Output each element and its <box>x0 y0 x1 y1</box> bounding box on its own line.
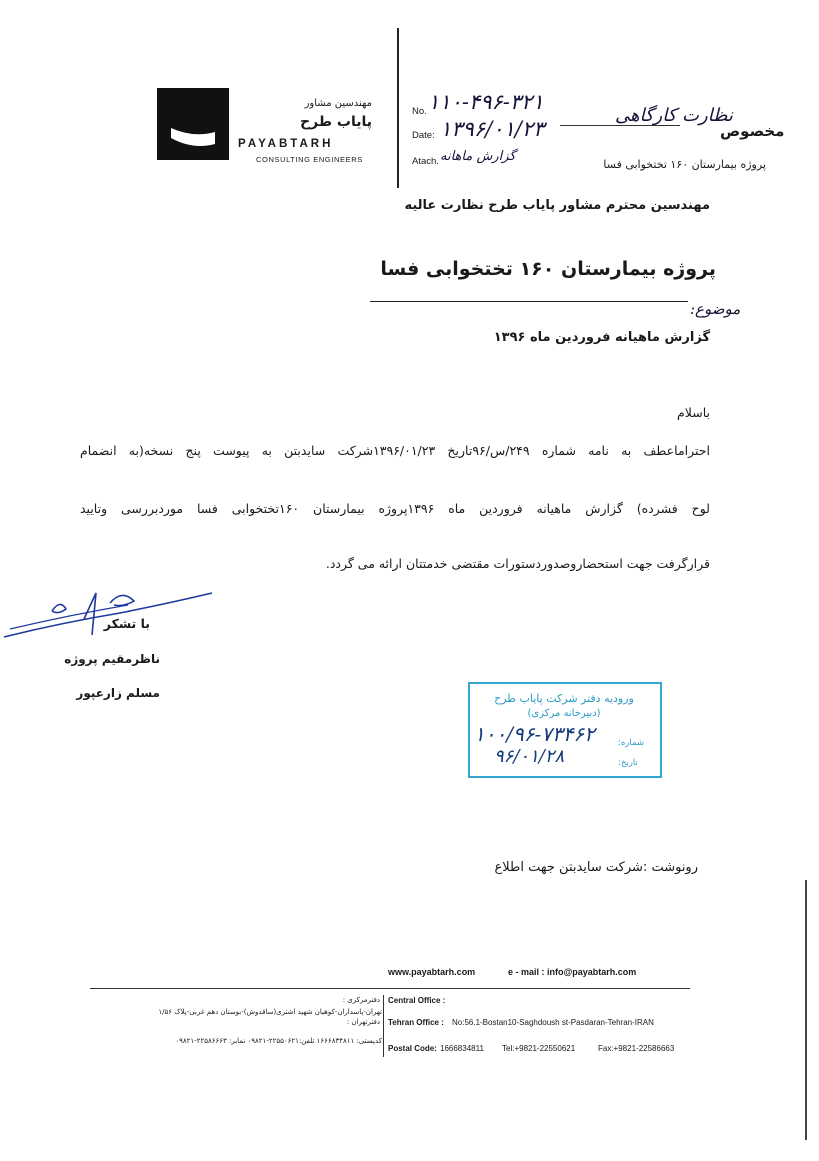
classification-handwritten: نظارت کارگاهی <box>615 105 733 126</box>
receipt-stamp <box>468 682 662 778</box>
footer-divider <box>90 988 690 989</box>
footer-fa-tehran-label: دفترتهران : <box>346 1018 380 1026</box>
report-title: گزارش ماهیانه فروردین ماه ۱۳۹۶ <box>493 330 710 345</box>
footer-fa-address: تهران-پاسداران-کوهیان شهید اشتری(ساقدوش)-بوستان دهم غربی-پلاک ۱/۵۶ <box>158 1008 382 1016</box>
subject-label: موضوع: <box>690 300 741 318</box>
page-edge-line <box>805 880 807 1140</box>
stamp-number-value: ۱۰۰/۹۶-۷۳۴۶۲ <box>474 722 595 746</box>
salutation: باسلام <box>677 405 710 420</box>
footer-fax: Fax:+9821-22586663 <box>598 1044 675 1053</box>
brand-fa-name: پایاب طرح <box>300 114 372 130</box>
footer-vertical-divider <box>383 995 384 1057</box>
ref-no-value: ۱۱۰-۴۹۶-۳۲۱ <box>428 90 544 114</box>
footer-postal-label: Postal Code: <box>388 1044 437 1053</box>
ref-attach-label: Atach. <box>412 156 439 167</box>
ref-attach-value: گزارش ماهانه <box>440 149 516 164</box>
footer-website[interactable]: www.payabtarh.com <box>388 967 476 977</box>
project-reference: پروژه بیمارستان ۱۶۰ تختخوابی فسا <box>603 158 766 171</box>
classification-prefix: مخصوص <box>720 122 785 140</box>
footer-tehran-office-label: Tehran Office : <box>388 1018 444 1027</box>
footer-central-office-label: Central Office : <box>388 996 446 1005</box>
stamp-subtitle: (دبیرخانه مرکزی) <box>527 708 601 719</box>
footer-fa-contact: کدپستی: ۱۶۶۶۸۳۴۸۱۱ تلفن:۲۲۵۵۰۶۲۱-۰۹۸۲۱ نمابر: ۲۲۵۸۶۶۶۳-۰۹۸۲۱ <box>175 1037 382 1045</box>
brand-en-subtitle: CONSULTING ENGINEERS <box>256 155 363 164</box>
footer-fa-central-label: دفترمرکزی : <box>342 996 380 1004</box>
ref-date-value: ۱۳۹۶/۰۱/۲۳ <box>440 117 545 141</box>
brand-en-name: PAYABTARH <box>238 138 334 150</box>
subject-underline <box>370 301 688 302</box>
addressee: مهندسین محترم مشاور پایاب طرح نظارت عالیه <box>404 198 710 213</box>
footer-postal-code: 1666834811 <box>440 1044 484 1053</box>
body-paragraph-line: احتراماعطف به نامه شماره ۲۴۹/س/۹۶تاریخ ۱۳۹۶/۰۱/۲۳شرکت سایدبتن به پیوست پنج نسخه(به انضمام <box>80 443 710 458</box>
stamp-date-value: ۹۶/۰۱/۲۸ <box>494 746 565 767</box>
footer-tehran-address: No:56.1-Bostan10-Saghdoush st-Pasdaran-Tehran-IRAN <box>452 1018 654 1027</box>
logo-mark-icon <box>157 88 229 160</box>
carbon-copy: رونوشت :شرکت سایدبتن جهت اطلاع <box>494 860 698 875</box>
signoff-role: ناظرمقیم پروژه <box>64 652 160 666</box>
page-edge-line <box>397 28 399 188</box>
footer-tel: Tel:+9821-22550621 <box>502 1044 576 1053</box>
subject-title: پروژه بیمارستان ۱۶۰ تختخوابی فسا <box>380 258 716 280</box>
body-paragraph-line: قرارگرفت جهت استحضاروصدوردستورات مقتضی خدمتتان ارائه می گردد. <box>325 556 710 571</box>
ref-no-label: No. <box>412 106 427 117</box>
signoff-name: مسلم زارعپور <box>76 686 160 700</box>
classification-underline <box>560 125 680 126</box>
stamp-date-label: تاریخ: <box>618 758 638 768</box>
signoff-thanks: با تشکر <box>103 616 150 631</box>
company-logo <box>157 88 229 160</box>
body-paragraph-line: لوح فشرده) گزارش ماهیانه فروردین ماه ۱۳۹۶پروژه بیمارستان ۱۶۰تختخوابی فسا موردبررسی وتایید <box>80 501 710 516</box>
handwritten-signature <box>0 575 220 655</box>
brand-fa-subtitle: مهندسین مشاور <box>304 98 372 109</box>
stamp-number-label: شماره: <box>618 738 645 748</box>
stamp-title: ورودیه دفتر شرکت پایاب طرح <box>494 692 634 705</box>
ref-date-label: Date: <box>412 130 435 141</box>
footer-email[interactable]: e - mail : info@payabtarh.com <box>508 967 637 977</box>
